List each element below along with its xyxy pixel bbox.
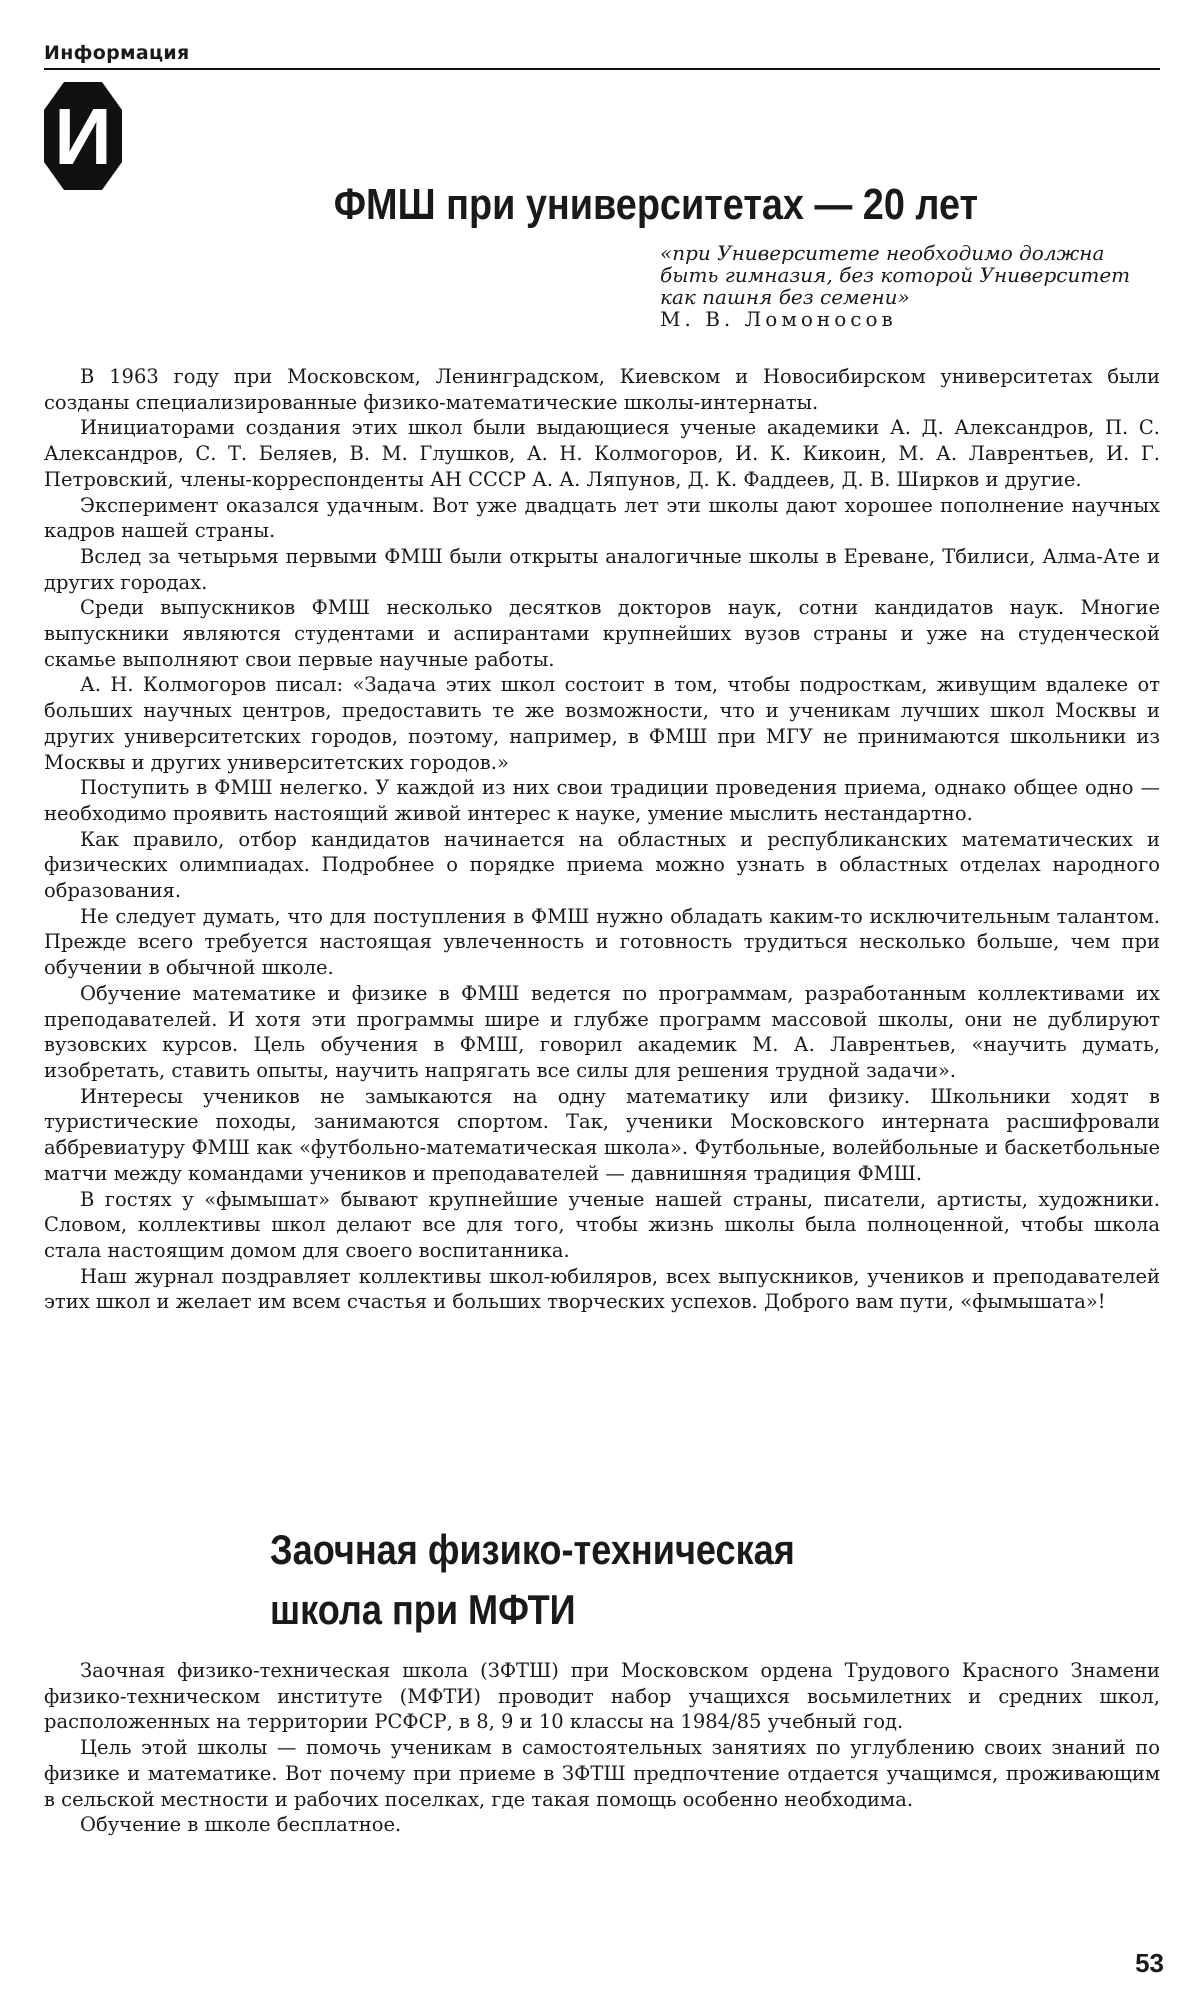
paragraph: Обучение математике и физике в ФМШ ведется по программам, разработанным коллективами их преподавателей. И хотя эти программы шире и глубже программ массовой школы, они не дублируют вузовских курсов. Цель обучения в ФМШ, говорил академик М. А. Лаврентьев, «научить думать, изобретать, ставить опыты, научить напрягать все силы для решения трудной задачи». <box>44 981 1160 1082</box>
paragraph: В гостях у «фымышат» бывают крупнейшие ученые нашей страны, писатели, артисты, художники. Словом, коллективы школ делают все для того, чтобы жизнь школы была полноценной, чтобы школа стала настоящим домом для своего воспитанника. <box>44 1187 1160 1262</box>
paragraph: Поступить в ФМШ нелегко. У каждой из них свои традиции проведения приема, однако общее одно — необходимо проявить настоящий живой интерес к науке, умение мыслить нестандартно. <box>44 776 1160 825</box>
second-article-title <box>270 1520 872 1640</box>
paragraph: Среди выпускников ФМШ несколько десятков докторов наук, сотни кандидатов наук. Многие выпускники являются студентами и аспирантами крупнейших вузов страны и уже на студенческой скамье выполняют свои первые научные работы. <box>44 596 1160 671</box>
article-body <box>44 364 1160 1315</box>
logo-letter: И <box>54 92 112 181</box>
paragraph: Цель этой школы — помочь ученикам в самостоятельных занятиях по углублению своих знаний по физике и математике. Вот почему при приеме в ЗФТШ предпочтение отдается учащимся, проживающим в сельской местности и рабочих поселках, где такая помощь особенно необходима. <box>44 1736 1160 1811</box>
epigraph-author: М. В. Ломоносов <box>660 307 897 331</box>
header-rule <box>44 68 1160 70</box>
paragraph: Наш журнал поздравляет коллективы школ-юбиляров, всех выпускников, учеников и преподавателей этих школ и желает им всем счастья и больших творческих успехов. Доброго вам пути, «фымышата»! <box>44 1264 1160 1314</box>
paragraph: А. Н. Колмогоров писал: «Задача этих школ состоит в том, чтобы подросткам, живущим вдалеке от больших научных центров, предоставить те же возможности, что и ученикам лучших школ Москвы и других университетских городов, поэтому, например, в ФМШ при МГУ не принимаются школьники из Москвы и других университетских городов.» <box>44 673 1160 774</box>
article-title: ФМШ при университетах — 20 лет <box>333 180 979 229</box>
paragraph: В 1963 году при Московском, Ленинградском, Киевском и Новосибирском университетах были созданы специализированные физико-математические школы-интернаты. <box>44 365 1160 414</box>
paragraph: Не следует думать, что для поступления в ФМШ нужно обладать каким-то исключительным талантом. Прежде всего требуется настоящая увлеченность и готовность трудиться несколько больше, чем при обучении в обычной школе. <box>44 904 1160 980</box>
paragraph: Вслед за четырьмя первыми ФМШ были открыты аналогичные школы в Ереване, Тбилиси, Алма-Ате и других городах. <box>44 544 1160 594</box>
title-line: Заочная физико-техническая <box>270 1526 795 1573</box>
paragraph: Интересы учеников не замыкаются на одну математику или физику. Школьники ходят в туристические походы, занимаются спортом. Так, ученики Московского интерната расшифровали аббревиатуру ФМШ как «футбольно-математическая школа». Футбольные, волейбольные и баскетбольные матчи между командами учеников и преподавателей — давнишняя традиция ФМШ. <box>44 1084 1160 1185</box>
paragraph: Как правило, отбор кандидатов начинается на областных и республиканских математических и физических олимпиадах. Подробнее о порядке приема можно узнать в областных отделах народного образования. <box>44 827 1160 903</box>
section-logo-icon <box>42 80 124 192</box>
epigraph <box>660 242 1160 330</box>
epigraph-quote: «при Университете необходимо должна быть гимназия, без которой Университет как пашня без семени» <box>660 241 1131 309</box>
paragraph: Инициаторами создания этих школ были выдающиеся ученые академики А. Д. Александров, П. С. Александров, С. Т. Беляев, В. М. Глушков, А. Н. Колмогоров, И. К. Кикоин, М. А. Лаврентьев, И. Г. Петровский, члены-корреспонденты АН СССР А. А. Ляпунов, Д. К. Фаддеев, Д. В. Ширков и другие. <box>44 416 1160 491</box>
paragraph: Эксперимент оказался удачным. Вот уже двадцать лет эти школы дают хорошее пополнение научных кадров нашей страны. <box>44 493 1160 543</box>
section-label: Информация <box>44 42 190 64</box>
page-number: 53 <box>1135 1948 1164 1978</box>
title-line: школа при МФТИ <box>270 1586 576 1633</box>
second-article-body <box>44 1658 1160 1838</box>
paragraph: Обучение в школе бесплатное. <box>80 1813 402 1837</box>
paragraph: Заочная физико-техническая школа (ЗФТШ) при Московском ордена Трудового Красного Знамени физико-техническом институте (МФТИ) проводит набор учащихся восьмилетних и средних школ, расположенных на территории РСФСР, в 8, 9 и 10 классы на 1984/85 учебный год. <box>44 1659 1160 1734</box>
